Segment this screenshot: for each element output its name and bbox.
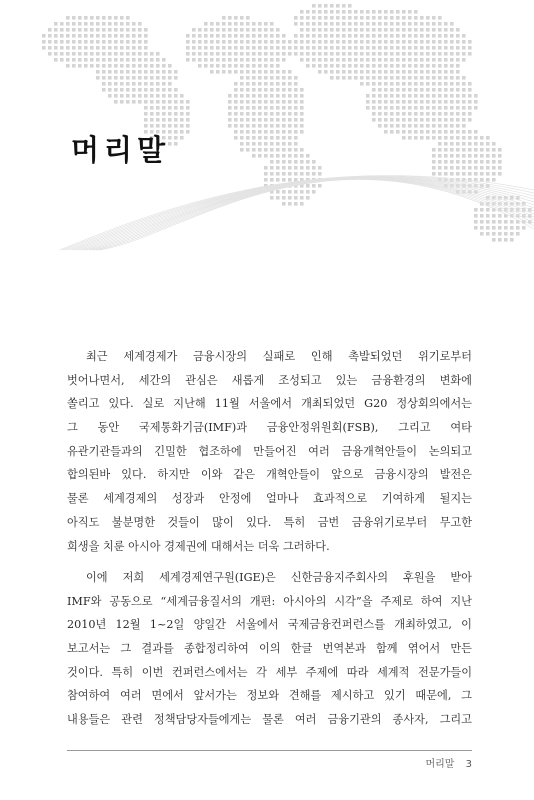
paragraph-line: IMF와 공동으로 “세계금융질서의 개편: 아시아의 시각”을 주제로 하여 지난: [67, 594, 472, 608]
paragraph-line: 합의된바 있다. 하지만 이와 같은 개혁안들이 앞으로 금융시장의 발전은: [67, 468, 472, 482]
paragraph-line: 쏠리고 있다. 실로 지난해 11월 서울에서 개최되었던 G20 정상회의에서는: [67, 397, 472, 411]
footer-divider: [67, 750, 472, 751]
page-title: 머리말: [71, 133, 171, 167]
page-footer: [417, 755, 472, 770]
paragraph-line: 물론 세계경제의 성장과 안정에 얼마나 효과적으로 기여하게 될지는: [67, 492, 472, 506]
footer-section-title: 머리말: [425, 759, 455, 770]
paragraph-line: 이에 저희 세계경제연구원(IGE)은 신한금융지주회사의 후원을 받아: [86, 571, 472, 584]
paragraph-line: 보고서는 그 결과를 종합정리하여 이의 한글 번역본과 함께 엮어서 만든: [67, 642, 472, 656]
paragraph-line: 아직도 불분명한 것들이 많이 있다. 특히 금번 금융위기로부터 무고한: [67, 515, 472, 529]
paragraph-line: 그 동안 국제통화기금(IMF)과 금융안정위원회(FSB), 그리고 여타: [67, 421, 472, 435]
paragraph-line: 벗어나면서, 세간의 관심은 새롭게 조성되고 있는 금융환경의 변화에: [67, 373, 472, 387]
paragraph-line: 것이다. 특히 이번 컨퍼런스에서는 각 세부 주제에 따라 세계적 전문가들이: [67, 665, 472, 679]
page-number: 3: [465, 759, 472, 770]
body-paragraph-2: [67, 566, 472, 732]
paragraph-line: 참여하여 여러 면에서 앞서가는 정보와 견해를 제시하고 있기 때문에, 그: [67, 689, 472, 703]
paragraph-line: 유관기관들과의 긴밀한 협조하에 만들어진 여러 금융개혁안들이 논의되고: [67, 444, 472, 458]
paragraph-line: 2010년 12월 1~2일 양일간 서울에서 국제금융컨퍼런스를 개최하였고, 이: [67, 618, 472, 632]
body-paragraph-1: [67, 345, 472, 558]
paragraph-line: 내용들은 관련 정책담당자들에게는 물론 여러 금융기관의 종사자, 그리고: [67, 713, 472, 727]
paragraph-line: 최근 세계경제가 금융시장의 실패로 인해 촉발되었던 위기로부터: [86, 350, 472, 363]
paragraph-line: 희생을 치룬 아시아 경제권에 대해서는 더욱 그러하다.: [67, 539, 330, 553]
